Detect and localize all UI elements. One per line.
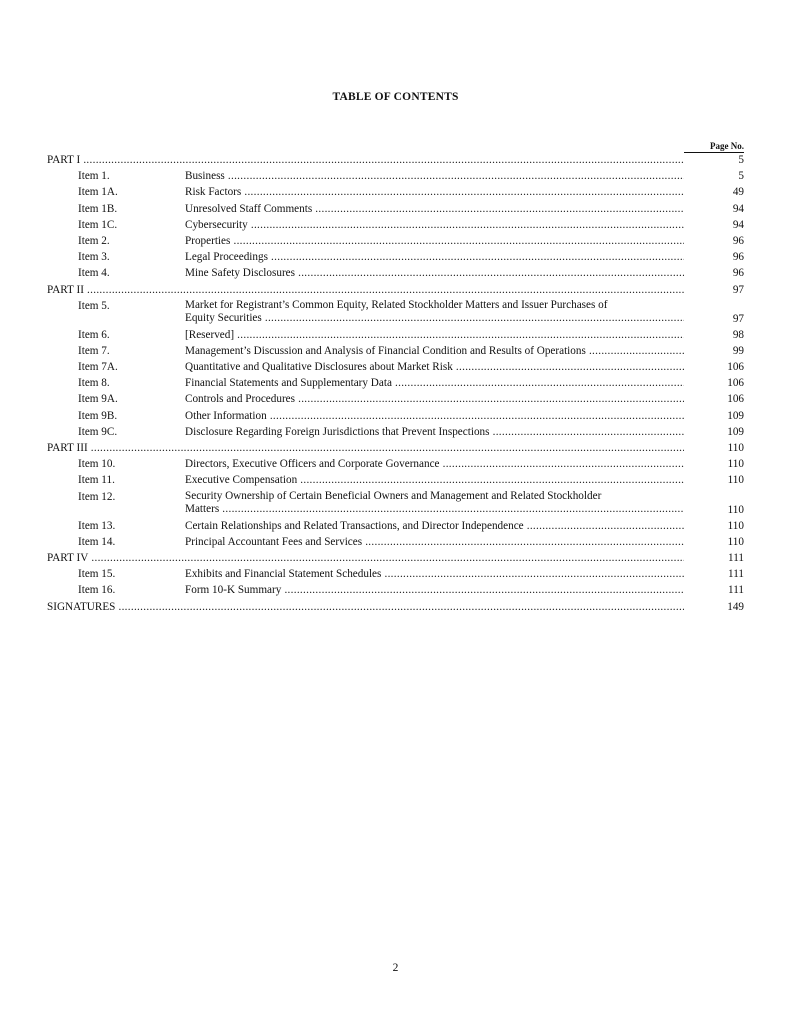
toc-item-title[interactable] (185, 375, 684, 391)
page-no-column-header: Page No. (684, 141, 744, 153)
toc-item-title-text: Exhibits and Financial Statement Schedules (185, 568, 382, 581)
toc-part-label[interactable] (47, 152, 684, 168)
toc-part-label[interactable] (47, 599, 684, 615)
toc-item-number: Item 7. (78, 344, 110, 357)
toc-page-number: 111 (728, 551, 744, 564)
toc-item-row[interactable] (47, 327, 744, 343)
toc-part-label[interactable] (47, 550, 684, 566)
toc-item-number: Item 1B. (78, 202, 118, 215)
toc-page-number: 99 (732, 344, 744, 357)
toc-item-row[interactable] (47, 518, 744, 534)
toc-item-row[interactable] (47, 249, 744, 265)
toc-item-title-text: Financial Statements and Supplementary Data (185, 377, 392, 390)
toc-item-number: Item 9A. (78, 393, 118, 406)
toc-item-row[interactable] (47, 359, 744, 375)
table-of-contents (47, 152, 744, 615)
dot-leader (490, 426, 685, 438)
toc-item-title[interactable] (185, 489, 684, 517)
toc-item-row[interactable] (47, 184, 744, 200)
toc-page-number: 111 (728, 568, 744, 581)
toc-item-number: Item 14. (78, 535, 116, 548)
toc-item-title[interactable] (185, 201, 684, 217)
toc-item-number: Item 5. (78, 299, 110, 312)
toc-item-row[interactable] (47, 265, 744, 281)
toc-item-number: Item 9B. (78, 409, 118, 422)
toc-page-number: 106 (727, 361, 744, 374)
dot-leader (524, 520, 684, 532)
dot-leader (268, 251, 684, 263)
toc-part-label[interactable] (47, 282, 684, 298)
toc-item-row[interactable] (47, 408, 744, 424)
toc-item-title[interactable] (185, 472, 684, 488)
toc-part-row[interactable] (47, 599, 744, 615)
toc-page-number: 5 (738, 154, 744, 166)
toc-item-title-text: Controls and Procedures (185, 393, 295, 406)
toc-part-text: PART II (47, 283, 84, 296)
toc-item-row[interactable] (47, 201, 744, 217)
dot-leader (262, 312, 684, 324)
toc-item-row[interactable] (47, 343, 744, 359)
toc-page-number: 149 (727, 600, 744, 613)
toc-item-title-text: Risk Factors (185, 186, 242, 199)
toc-part-row[interactable] (47, 152, 744, 168)
toc-page-number: 96 (732, 234, 744, 247)
dot-leader (84, 284, 684, 296)
dot-leader (241, 186, 684, 198)
toc-item-title-text: Business (185, 170, 225, 183)
toc-part-row[interactable] (47, 440, 744, 456)
dot-leader (88, 552, 684, 564)
toc-item-title-text: Unresolved Staff Comments (185, 202, 313, 215)
toc-part-row[interactable] (47, 550, 744, 566)
toc-item-title-text: Legal Proceedings (185, 251, 268, 264)
toc-part-text: PART I (47, 154, 81, 166)
dot-leader (297, 474, 684, 486)
toc-item-row[interactable] (47, 168, 744, 184)
toc-item-title-text: Certain Relationships and Related Transactions, and Director Independence (185, 519, 524, 532)
toc-item-title[interactable] (185, 456, 684, 472)
toc-item-row[interactable] (47, 424, 744, 440)
toc-item-title-text: Cybersecurity (185, 218, 248, 231)
toc-page-number: 96 (732, 251, 744, 264)
dot-leader (453, 361, 684, 373)
toc-part-row[interactable] (47, 282, 744, 298)
toc-item-number: Item 13. (78, 519, 116, 532)
toc-item-title-text: Form 10-K Summary (185, 584, 282, 597)
toc-item-title-text: Mine Safety Disclosures (185, 267, 295, 280)
toc-item-title-text: Quantitative and Qualitative Disclosures about Market Risk (185, 361, 453, 374)
dot-leader (392, 377, 684, 389)
toc-item-title-line2-text: Equity Securities (185, 312, 262, 325)
toc-item-title[interactable] (185, 343, 684, 359)
toc-item-number: Item 1C. (78, 218, 118, 231)
toc-part-text: PART III (47, 442, 88, 454)
toc-item-title[interactable] (185, 534, 684, 550)
toc-part-label[interactable] (47, 440, 684, 456)
toc-title: TABLE OF CONTENTS (332, 91, 459, 103)
toc-item-row[interactable] (47, 233, 744, 249)
toc-item-title[interactable] (185, 408, 684, 424)
toc-page-number: 94 (732, 218, 744, 231)
toc-page-number: 109 (727, 425, 744, 438)
toc-item-title[interactable] (185, 233, 684, 249)
toc-item-title[interactable] (185, 265, 684, 281)
toc-item-number: Item 10. (78, 458, 116, 471)
toc-item-number: Item 9C. (78, 425, 118, 438)
toc-part-text: PART IV (47, 551, 89, 564)
toc-item-title[interactable] (185, 327, 684, 343)
toc-item-number: Item 6. (78, 328, 110, 341)
toc-part-text: SIGNATURES (47, 600, 116, 613)
toc-item-row[interactable] (47, 534, 744, 550)
toc-page-number: 110 (727, 474, 744, 487)
dot-leader (312, 203, 684, 215)
toc-item-number: Item 11. (78, 474, 115, 487)
toc-page-number: 49 (732, 186, 744, 199)
dot-leader (362, 536, 684, 548)
toc-item-title-text: Principal Accountant Fees and Services (185, 535, 363, 548)
toc-page-number: 5 (738, 170, 744, 183)
toc-item-title-text: Executive Compensation (185, 474, 298, 487)
toc-item-number: Item 16. (78, 584, 116, 597)
toc-item-title-line1: Security Ownership of Certain Beneficial Owners and Management and Related Stockholder (185, 489, 602, 502)
toc-item-number: Item 1A. (78, 186, 118, 199)
dot-leader (88, 442, 684, 454)
toc-item-title-line1: Market for Registrant’s Common Equity, Related Stockholder Matters and Issuer Purchases of (185, 298, 608, 311)
toc-item-title-text: [Reserved] (185, 328, 235, 341)
dot-leader (219, 503, 684, 515)
dot-leader (281, 584, 684, 596)
toc-page-number: 94 (732, 202, 744, 215)
toc-page-number: 110 (727, 503, 744, 516)
toc-page-number: 110 (727, 442, 744, 454)
toc-item-title-line2-text: Matters (185, 503, 220, 516)
dot-leader (80, 154, 684, 166)
toc-item-title[interactable] (185, 424, 684, 440)
toc-item-number: Item 8. (78, 377, 110, 390)
dot-leader (440, 458, 684, 470)
toc-item-title-text: Directors, Executive Officers and Corporate Governance (185, 458, 440, 471)
toc-item-row[interactable] (47, 456, 744, 472)
toc-page-number: 97 (732, 312, 744, 325)
toc-item-row[interactable] (47, 391, 744, 407)
toc-page-number: 110 (727, 458, 744, 471)
dot-leader (234, 329, 684, 341)
toc-item-title[interactable] (185, 391, 684, 407)
toc-item-title[interactable] (185, 184, 684, 200)
toc-item-number: Item 1. (78, 170, 110, 183)
toc-item-number: Item 12. (78, 490, 116, 503)
toc-item-number: Item 2. (78, 234, 110, 247)
dot-leader (267, 410, 684, 422)
toc-page-number: 106 (727, 393, 744, 406)
toc-item-title-text: Other Information (185, 409, 267, 422)
toc-item-row[interactable] (47, 298, 744, 327)
toc-page-number: 98 (732, 328, 744, 341)
toc-page-number: 106 (727, 377, 744, 390)
toc-item-title-text: Disclosure Regarding Foreign Jurisdictions that Prevent Inspections (185, 425, 490, 438)
toc-item-title[interactable] (185, 359, 684, 375)
toc-item-number: Item 4. (78, 267, 110, 280)
toc-item-title[interactable] (185, 298, 684, 326)
toc-item-title[interactable] (185, 217, 684, 233)
toc-item-row[interactable] (47, 566, 744, 582)
toc-item-title-line2 (185, 503, 684, 517)
dot-leader (225, 170, 684, 182)
toc-item-row[interactable] (47, 472, 744, 488)
toc-item-title-text: Properties (185, 234, 231, 247)
toc-item-row[interactable] (47, 582, 744, 598)
toc-item-title-text: Management’s Discussion and Analysis of Financial Condition and Results of Operations (185, 344, 586, 357)
toc-item-number: Item 3. (78, 251, 110, 264)
dot-leader (248, 219, 684, 231)
toc-item-title[interactable] (185, 518, 684, 534)
toc-item-title[interactable] (185, 249, 684, 265)
dot-leader (295, 267, 684, 279)
dot-leader (230, 235, 684, 247)
toc-page-number: 111 (728, 584, 744, 597)
toc-page-number: 109 (727, 409, 744, 422)
toc-page-number: 97 (732, 283, 744, 296)
toc-page-number: 110 (727, 535, 744, 548)
toc-item-title[interactable] (185, 168, 684, 184)
dot-leader (586, 345, 684, 357)
toc-item-title-line2 (185, 312, 684, 326)
dot-leader (381, 568, 684, 580)
toc-item-number: Item 7A. (78, 361, 118, 374)
toc-item-title[interactable] (185, 582, 684, 598)
toc-item-title[interactable] (185, 566, 684, 582)
dot-leader (115, 601, 684, 613)
dot-leader (295, 393, 684, 405)
toc-page-number: 110 (727, 519, 744, 532)
toc-item-row[interactable] (47, 375, 744, 391)
toc-item-number: Item 15. (78, 568, 116, 581)
footer-page-number: 2 (392, 962, 399, 974)
toc-item-row[interactable] (47, 217, 744, 233)
toc-item-row[interactable] (47, 489, 744, 518)
toc-page-number: 96 (732, 267, 744, 280)
